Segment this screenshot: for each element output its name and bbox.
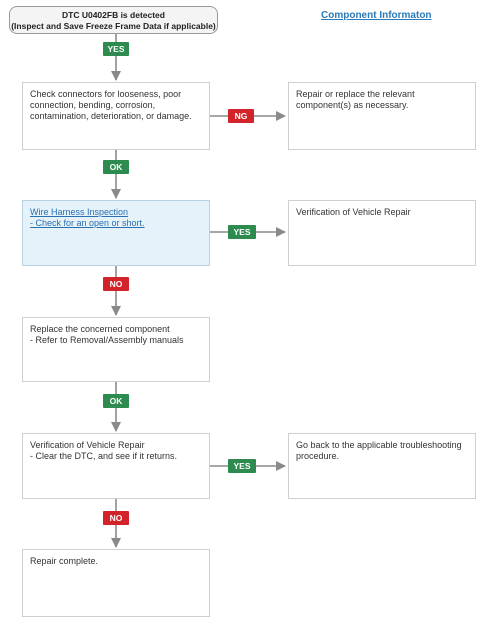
step-text-line: - Refer to Removal/Assembly manuals: [30, 335, 184, 345]
step-repair-complete: [22, 549, 210, 617]
step-text-line: contamination, deterioration, or damage.: [30, 111, 192, 121]
step-text-line: Check connectors for looseness, poor: [30, 89, 182, 99]
badge-yes: YES: [103, 42, 129, 56]
badge-yes: YES: [228, 459, 256, 473]
badge-yes: YES: [228, 225, 256, 239]
step-repair-replace: [288, 82, 476, 150]
check-open-short-link[interactable]: - Check for an open or short.: [30, 218, 145, 228]
start-dtc-detected: [9, 6, 218, 34]
start-line-2: (Inspect and Save Freeze Frame Data if applicable): [11, 21, 216, 31]
step-text-line: Repair complete.: [30, 556, 99, 566]
badge-ok: OK: [103, 160, 129, 174]
step-text-line: component(s) as necessary.: [296, 100, 409, 110]
component-information-link[interactable]: Component Informaton: [321, 10, 432, 21]
start-line-1: DTC U0402FB is detected: [62, 10, 165, 20]
step-text-line: Verification of Vehicle Repair: [296, 207, 411, 217]
step-text-line: Replace the concerned component: [30, 324, 170, 334]
step-wire-harness-inspection: [22, 200, 210, 266]
step-text-line: connection, bending, corrosion,: [30, 100, 156, 110]
wire-harness-inspection-link[interactable]: Wire Harness Inspection: [30, 207, 129, 217]
step-verification-of-vehicle-repair: [288, 200, 476, 266]
step-text-line: procedure.: [296, 451, 340, 461]
badge-no: NO: [103, 277, 129, 291]
step-text-line: Go back to the applicable troubleshooting: [296, 440, 462, 450]
step-text-line: - Clear the DTC, and see if it returns.: [30, 451, 178, 461]
step-text-line: Repair or replace the relevant: [296, 89, 415, 99]
badge-no: NO: [103, 511, 129, 525]
step-go-back-troubleshooting: [288, 433, 476, 499]
step-check-connectors: [22, 82, 210, 150]
badge-ng: NG: [228, 109, 254, 123]
step-replace-component: [22, 317, 210, 382]
step-text-line: Verification of Vehicle Repair: [30, 440, 145, 450]
badge-ok: OK: [103, 394, 129, 408]
step-verification-clear-dtc: [22, 433, 210, 499]
